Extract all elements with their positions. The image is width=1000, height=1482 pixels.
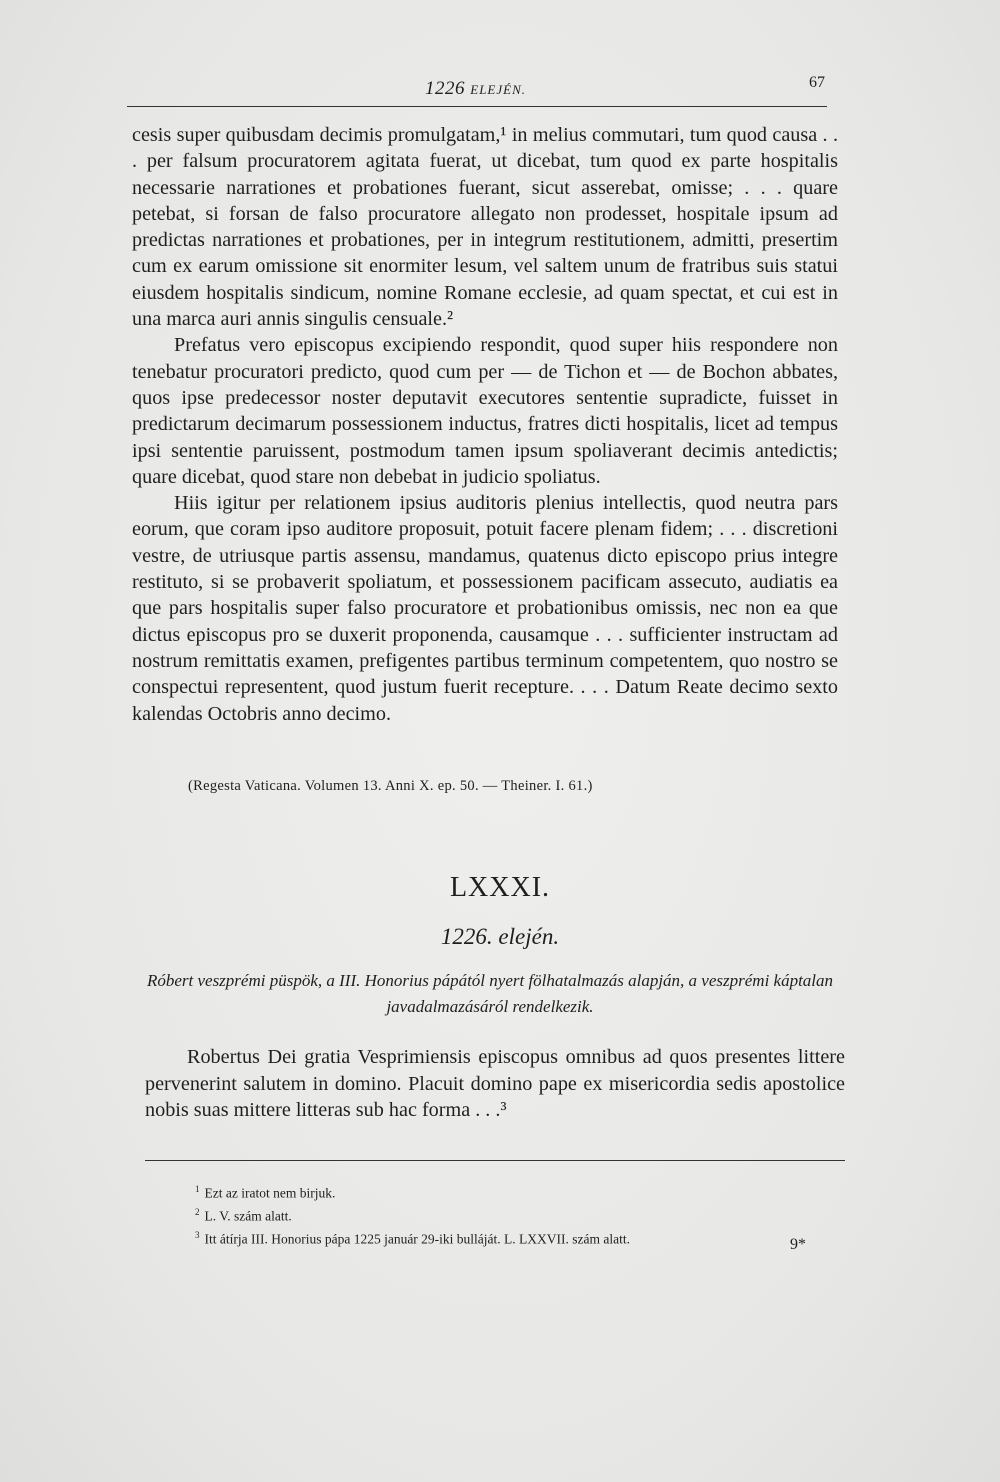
footnote-text: L. V. szám alatt. <box>204 1208 292 1224</box>
footnote-2 <box>195 1203 835 1226</box>
section-date: 1226. elején. <box>440 924 560 949</box>
footnote-mark: 1 <box>195 1184 200 1194</box>
running-header <box>127 72 827 102</box>
section-number: LXXXI. <box>449 872 551 903</box>
footnote-mark: 2 <box>195 1207 200 1217</box>
section-body <box>145 1044 845 1124</box>
footnote-3 <box>195 1226 835 1249</box>
footnote-text: Ezt az iratot nem birjuk. <box>204 1185 336 1201</box>
running-title-year: 1226 <box>425 78 465 99</box>
paragraph-1: cesis super quibusdam decimis promulgatam,¹ in melius commutari, tum quod causa . . . per falsum procuratorem agitata fuerat, ut dicebat, tum quod ex parte hospitalis necessarie narrationes et probationes fuerant, sicut asserebat, omisse; . . . quare petebat, si forsan de falso procuratore allegato non prodesset, hospitale ipsum ad predictas narrationes et probationes, per in integrum restitutionem, admitti, presertim cum ex earum omissione sit enormiter lesum, vel saltem unum de fratribus suis statui eiusdem hospitalis sindicum, nomine Romane ecclesie, ad quam spectat, et cui est in una marca auri annis singulis censuale.² <box>132 124 838 331</box>
signature-mark: 9* <box>790 1236 806 1253</box>
footnote-1 <box>195 1180 835 1203</box>
running-title <box>425 78 526 100</box>
source-note: (Regesta Vaticana. Volumen 13. Anni X. ep. 50. — Theiner. I. 61.) <box>188 778 593 794</box>
section-body-paragraph: Robertus Dei gratia Vesprimiensis episcopus omnibus ad quos presentes littere pervenerint salutem in domino. Placuit domino pape ex misericordia sedis apostolice nobis suas mittere litteras sub hac forma . . .³ <box>145 1046 845 1121</box>
paragraph-3: Hiis igitur per relationem ipsius auditoris plenius intellectis, quod neutra pars eorum, que coram ipso auditore proposuit, potuit facere plenam fidem; . . . discretioni vestre, de utriusque partis assensu, mandamus, quatenus dicto episcopo prius integre restituto, si se probaverit spoliatum, et possessionem pacificam assecuto, audiatis ea que pars hospitalis super falso procuratore et probationibus omissis, nec non ea que dictus episcopus pro se duxerit proponenda, causamque . . . sufficienter instructam ad nostrum remittatis examen, prefigentes partibus terminum competentem, quo nostro se conspectui representent, quod justum fuerit recepture. . . . Datum Reate decimo sexto kalendas Octobris anno decimo. <box>132 492 838 725</box>
footnote-text: Itt átírja III. Honorius pápa 1225 január 29-iki bulláját. L. LXXVII. szám alatt. <box>204 1231 630 1247</box>
footnote-rule <box>145 1160 845 1161</box>
main-text <box>132 122 838 727</box>
footnote-mark: 3 <box>195 1230 200 1240</box>
section-summary: Róbert veszprémi püspök, a III. Honorius pápától nyert fölhatalmazás alapján, a veszprémi káptalan javadalmazásáról rendelkezik. <box>146 971 834 1016</box>
page-number: 67 <box>809 74 825 91</box>
paragraph-2: Prefatus vero episcopus excipiendo respondit, quod super hiis respondere non tenebatur procuratori predicto, quod cum per — de Tichon et — de Bochon abbates, quos ipse predecessor noster deputavit executores sententie supradicte, fuisset in predictarum decimarum possessionem inductus, fratres dicti hospitalis, licet ad tempus ipsi sententie paruissent, postmodum tamen ipsum spoliaverant decimis antedictis; quare dicebat, quod stare non debebat in judicio spoliatus. <box>132 334 838 488</box>
header-rule <box>127 106 827 107</box>
running-title-word: ELEJÉN. <box>470 82 526 97</box>
footnotes <box>195 1180 835 1249</box>
